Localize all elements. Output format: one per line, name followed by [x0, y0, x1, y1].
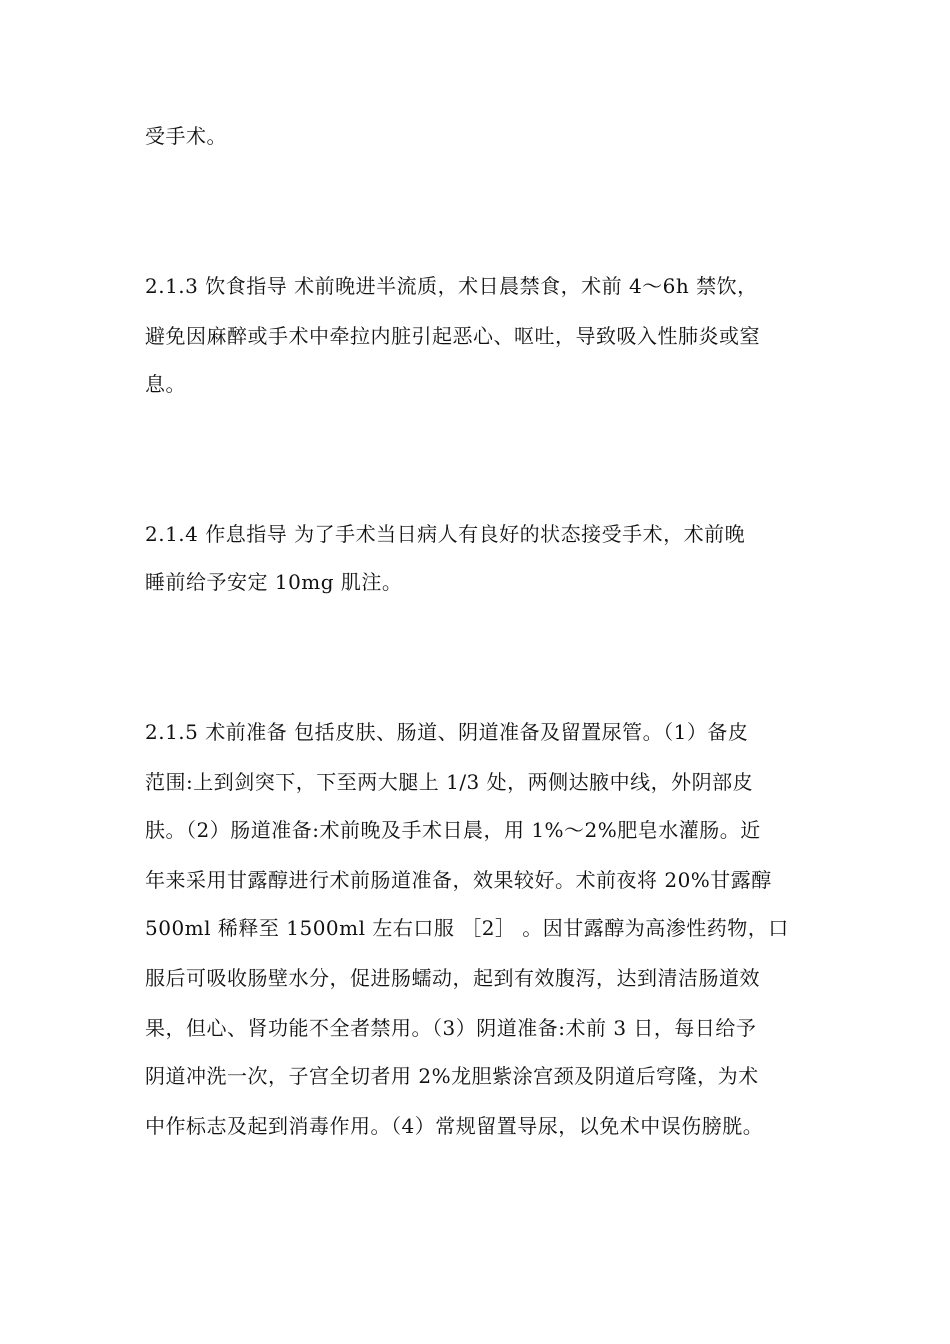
section-2-1-4-line-1: 2.1.4 作息指导 为了手术当日病人有良好的状态接受手术，术前晚: [145, 522, 746, 546]
section-2-1-3-line-1: 2.1.3 饮食指导 术前晚进半流质，术日晨禁食，术前 4～6h 禁饮，: [145, 274, 758, 298]
paragraph-continuation-line-1: 受手术。: [145, 124, 227, 148]
section-2-1-5-line-1: 2.1.5 术前准备 包括皮肤、肠道、阴道准备及留置尿管。（1）备皮: [145, 720, 749, 744]
section-2-1-5-line-4: 年来采用甘露醇进行术前肠道准备，效果较好。术前夜将 20%甘露醇: [145, 868, 772, 892]
section-2-1-5-line-9: 中作标志及起到消毒作用。（4）常规留置导尿，以免术中误伤膀胱。: [145, 1114, 764, 1138]
section-2-1-5-line-3: 肤。（2）肠道准备:术前晚及手术日晨，用 1%～2%肥皂水灌肠。近: [145, 818, 761, 842]
section-2-1-4-line-2: 睡前给予安定 10mg 肌注。: [145, 570, 403, 594]
section-2-1-5-line-2: 范围:上到剑突下，下至两大腿上 1/3 处，两侧达腋中线，外阴部皮: [145, 770, 754, 794]
section-2-1-5-line-5: 500ml 稀释至 1500ml 左右口服 ［2］ 。因甘露醇为高渗性药物，口: [145, 916, 789, 940]
section-2-1-5-line-7: 果，但心、肾功能不全者禁用。（3）阴道准备:术前 3 日，每日给予: [145, 1016, 757, 1040]
section-2-1-5-line-6: 服后可吸收肠壁水分，促进肠蠕动，起到有效腹泻，达到清洁肠道效: [145, 966, 760, 990]
section-2-1-5-line-8: 阴道冲洗一次，子宫全切者用 2%龙胆紫涂宫颈及阴道后穹隆，为术: [145, 1064, 759, 1088]
section-2-1-3-line-2: 避免因麻醉或手术中牵拉内脏引起恶心、呕吐，导致吸入性肺炎或窒: [145, 324, 760, 348]
section-2-1-3-line-3: 息。: [145, 372, 186, 396]
